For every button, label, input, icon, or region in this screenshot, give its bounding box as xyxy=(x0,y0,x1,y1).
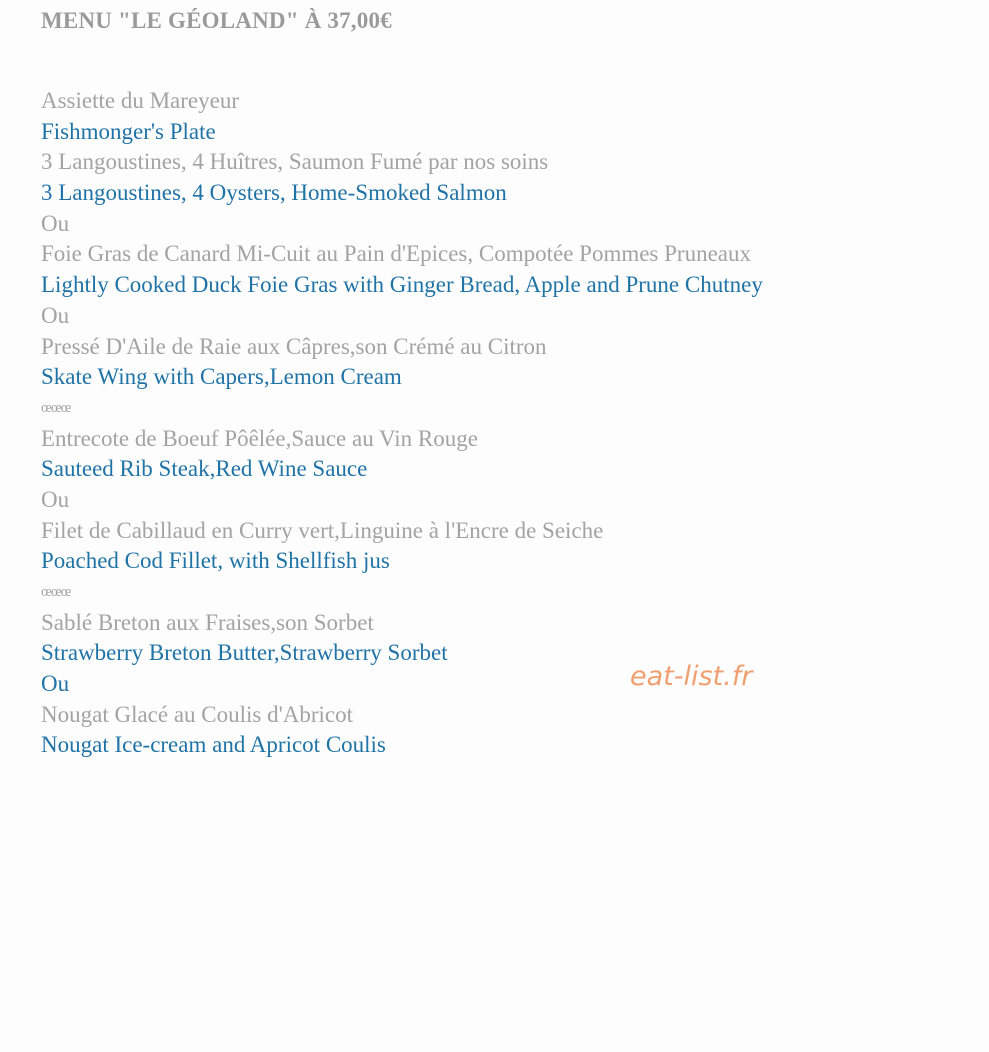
menu-line-french: Pressé D'Aile de Raie aux Câpres,son Crémé au Citron xyxy=(41,333,547,359)
menu-line-french: Ou xyxy=(41,210,70,236)
menu-line-french: Filet de Cabillaud en Curry vert,Linguine à l'Encre de Seiche xyxy=(41,517,604,543)
menu-line-english: Strawberry Breton Butter,Strawberry Sorbet xyxy=(41,640,448,666)
menu-line-english: Lightly Cooked Duck Foie Gras with Ginger Bread, Apple and Prune Chutney xyxy=(41,272,763,298)
menu-line-french: Sablé Breton aux Fraises,son Sorbet xyxy=(41,609,374,635)
menu-line-english: Poached Cod Fillet, with Shellfish jus xyxy=(41,548,390,574)
menu-line-french: Ou xyxy=(41,486,70,512)
menu-line-french: Foie Gras de Canard Mi-Cuit au Pain d'Epices, Compotée Pommes Pruneaux xyxy=(41,241,752,267)
menu-line-french: Nougat Glacé au Coulis d'Abricot xyxy=(41,701,354,727)
menu-line-french: 3 Langoustines, 4 Huîtres, Saumon Fumé par nos soins xyxy=(41,149,549,175)
watermark: eat-list.fr xyxy=(630,661,753,692)
menu-line-english: Sauteed Rib Steak,Red Wine Sauce xyxy=(41,456,368,482)
menu-lines xyxy=(41,86,763,761)
menu-line-english: Nougat Ice-cream and Apricot Coulis xyxy=(41,732,386,758)
menu-line-english: 3 Langoustines, 4 Oysters, Home-Smoked Salmon xyxy=(41,180,507,206)
menu-line-english: Fishmonger's Plate xyxy=(41,118,216,144)
menu-title: MENU "LE GÉOLAND" À 37,00€ xyxy=(41,8,392,33)
course-separator: œœœ xyxy=(41,584,71,600)
course-separator: œœœ xyxy=(41,399,71,416)
menu-line-french: Ou xyxy=(41,302,70,328)
menu-line-english: Ou xyxy=(41,671,70,697)
menu-line-french: Assiette du Mareyeur xyxy=(41,88,239,113)
menu-line-english: Skate Wing with Capers,Lemon Cream xyxy=(41,364,402,390)
menu-line-french: Entrecote de Boeuf Pôêlée,Sauce au Vin Rouge xyxy=(41,425,478,451)
